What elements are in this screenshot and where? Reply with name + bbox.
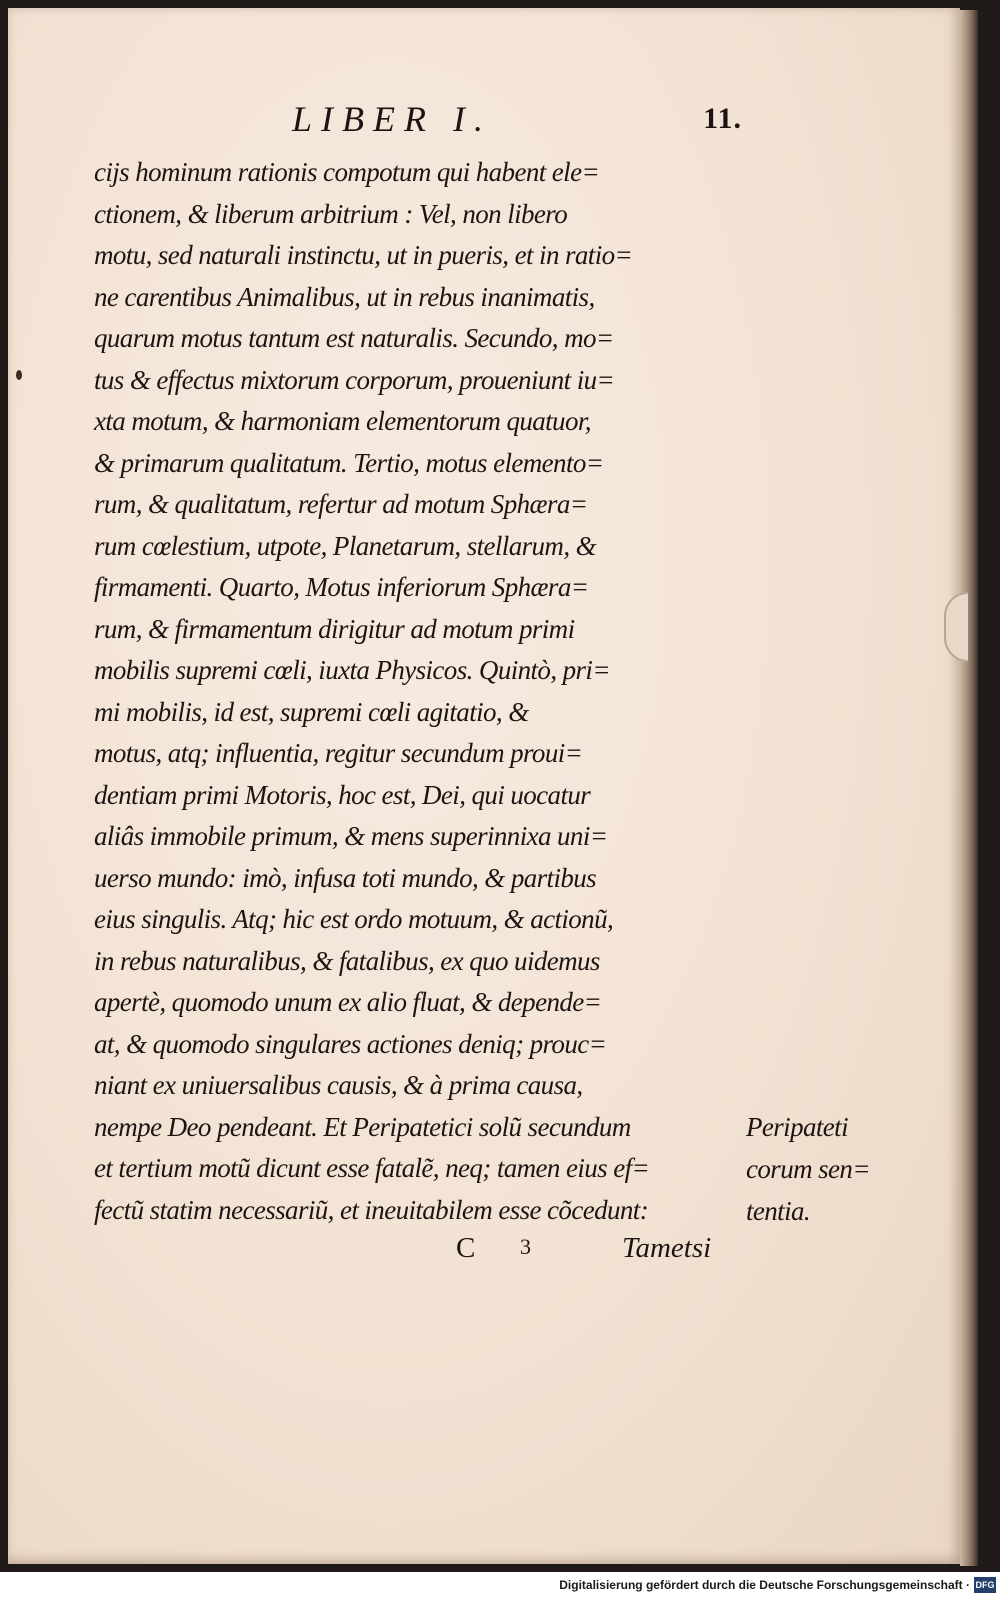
text-line: mobilis supremi cœli, iuxta Physicos. Quintò, pri= bbox=[94, 655, 610, 685]
text-line: & primarum qualitatum. Tertio, motus elemento= bbox=[94, 447, 604, 478]
running-head bbox=[292, 98, 742, 146]
page-footer bbox=[456, 1232, 736, 1274]
credit-bar bbox=[0, 1572, 1000, 1600]
page-tab-marker bbox=[944, 592, 968, 662]
text-line: mi mobilis, id est, supremi cœli agitatio, & bbox=[94, 696, 529, 727]
text-line: et tertium motũ dicunt esse fatalẽ, neq; tamen eius ef= bbox=[94, 1153, 650, 1183]
text-line: eius singulis. Atq; hic est ordo motuum, & actionũ, bbox=[94, 904, 614, 934]
body-text bbox=[94, 152, 754, 1231]
text-line: niant ex uniuersalibus causis, & à prima causa, bbox=[94, 1070, 583, 1100]
text-line: aliâs immobile primum, & mens superinnixa uni= bbox=[94, 821, 608, 851]
text-line: dentiam primi Motoris, hoc est, Dei, qui uocatur bbox=[94, 779, 591, 810]
marginal-note-line: tentia. bbox=[746, 1196, 811, 1226]
text-line: uerso mundo: imò, infusa toti mundo, & partibus bbox=[94, 862, 597, 893]
text-line: cijs hominum rationis compotum qui habent ele= bbox=[94, 157, 600, 187]
dfg-logo-icon: DFG bbox=[974, 1577, 996, 1593]
catchword: Tametsi bbox=[622, 1232, 712, 1264]
page-edge bbox=[960, 10, 978, 1566]
marginal-note bbox=[746, 1106, 906, 1232]
text-line: ctionem, & liberum arbitrium : Vel, non libero bbox=[94, 198, 568, 229]
text-line: motu, sed naturali instinctu, ut in pueris, et in ratio= bbox=[94, 240, 633, 270]
text-line: xta motum, & harmoniam elementorum quatuor, bbox=[94, 406, 591, 436]
running-title: LIBER I. bbox=[292, 99, 492, 139]
funding-credit: Digitalisierung gefördert durch die Deutsche Forschungsgemeinschaft · bbox=[559, 1578, 970, 1592]
text-line: in rebus naturalibus, & fatalibus, ex quo uidemus bbox=[94, 945, 600, 976]
text-line: firmamenti. Quarto, Motus inferiorum Sphæra= bbox=[94, 572, 589, 602]
text-line: rum cœlestium, utpote, Planetarum, stellarum, & bbox=[94, 530, 597, 561]
ink-mark bbox=[16, 370, 22, 380]
text-line: quarum motus tantum est naturalis. Secundo, mo= bbox=[94, 323, 614, 353]
signature-number: 3 bbox=[520, 1234, 531, 1259]
text-line: rum, & qualitatum, refertur ad motum Sphæra= bbox=[94, 489, 588, 519]
marginal-note-line: corum sen= bbox=[746, 1154, 870, 1184]
text-line: ne carentibus Animalibus, ut in rebus inanimatis, bbox=[94, 281, 595, 312]
signature-mark: C bbox=[456, 1232, 476, 1264]
text-line: rum, & firmamentum dirigitur ad motum primi bbox=[94, 613, 575, 644]
marginal-note-line: Peripateti bbox=[746, 1112, 848, 1142]
page-number: 11. bbox=[703, 102, 742, 135]
text-line: motus, atq; influentia, regitur secundum proui= bbox=[94, 738, 583, 768]
text-line: at, & quomodo singulares actiones deniq; prouc= bbox=[94, 1028, 607, 1059]
text-line: apertè, quomodo unum ex alio fluat, & depende= bbox=[94, 987, 602, 1017]
text-line: fectũ statim necessariũ, et ineuitabilem esse cõcedunt: bbox=[94, 1194, 649, 1225]
text-line: nempe Deo pendeant. Et Peripatetici solũ secundum bbox=[94, 1111, 631, 1142]
text-line: tus & effectus mixtorum corporum, proueniunt iu= bbox=[94, 364, 615, 395]
